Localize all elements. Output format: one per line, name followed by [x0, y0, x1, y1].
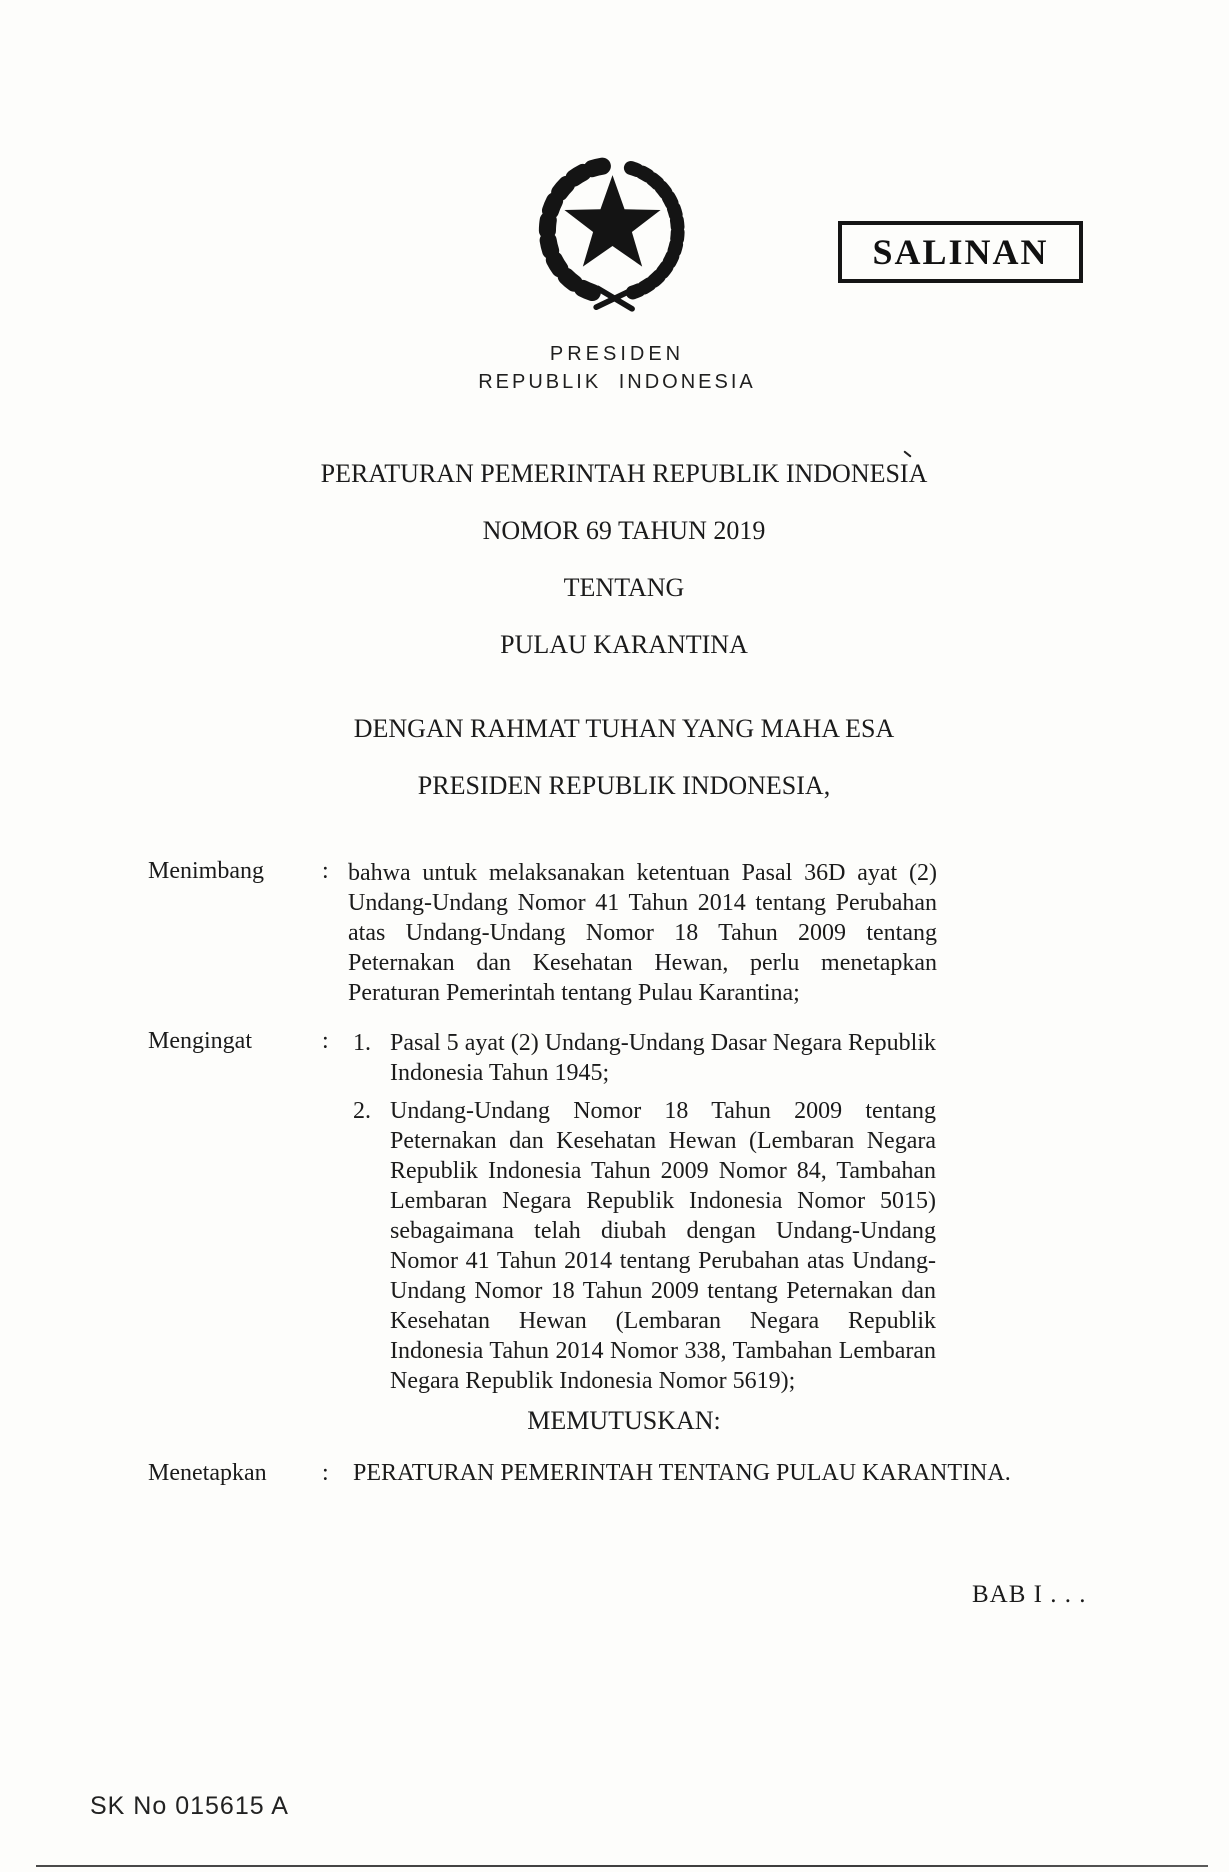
item-text: Pasal 5 ayat (2) Undang-Undang Dasar Negara Republik Indonesia Tahun 1945; — [390, 1030, 936, 1086]
letterhead — [317, 343, 917, 394]
item-text: Undang-Undang Nomor 18 Tahun 2009 tentang Peternakan dan Kesehatan Hewan (Lembaran Negara Republik Indonesia Tahun 2009 Nomor 84, Tambahan Lembaran Negara Republik Indonesia Nomor 5015) sebagaimana telah diubah dengan Undang-Undang Nomor 41 Tahun 2014 tentang Perubahan atas Undang-Undang Nomor 18 Tahun 2009 tentang Peternakan dan Kesehatan Hewan (Lembaran Negara Republik Indonesia Tahun 2014 Nomor 338, Tambahan Lembaran Negara Republik Indonesia Nomor 5619); — [390, 1098, 936, 1394]
enacting-text: PERATURAN PEMERINTAH TENTANG PULAU KARANTINA. — [353, 1460, 1011, 1486]
sk-number: SK No 015615 A — [90, 1792, 289, 1820]
salinan-stamp — [838, 221, 1083, 283]
enacting-label: Menetapkan — [148, 1460, 267, 1486]
regulation-number: NOMOR 69 TAHUN 2019 — [482, 516, 766, 545]
invocation-line: DENGAN RAHMAT TUHAN YANG MAHA ESA — [353, 714, 895, 743]
star-icon — [564, 175, 660, 266]
letterhead-republik: REPUBLIK INDONESIA — [478, 371, 756, 393]
remembering-list — [353, 1028, 936, 1396]
list-item — [353, 1096, 936, 1396]
enacting-colon: : — [322, 1460, 329, 1486]
salinan-label: SALINAN — [872, 232, 1049, 272]
regulation-title: PERATURAN PEMERINTAH REPUBLIK INDONESIA — [320, 459, 928, 488]
stray-accent-mark — [903, 450, 911, 457]
authority-line: PRESIDEN REPUBLIK INDONESIA, — [417, 771, 831, 800]
item-number: 2. — [353, 1098, 371, 1124]
letterhead-presiden: PRESIDEN — [549, 343, 685, 365]
considering-colon: : — [322, 858, 329, 884]
continuation-note: BAB I . . . — [972, 1581, 1087, 1608]
remembering-label: Mengingat — [148, 1028, 252, 1054]
presidential-emblem-icon — [531, 149, 694, 317]
considering-text: bahwa untuk melaksanakan ketentuan Pasal 36D ayat (2) Undang-Undang Nomor 41 Tahun 2014 tentang Perubahan atas Undang-Undang Nomor 18 Tahun 2009 tentang Peternakan dan Kesehatan Hewan, perlu menetapkan Peraturan Pemerintah tentang Pulau Karantina; — [348, 860, 937, 1006]
decision-heading: MEMUTUSKAN: — [527, 1406, 721, 1435]
footer-rule — [36, 1865, 1208, 1867]
list-item — [353, 1028, 936, 1088]
item-number: 1. — [353, 1030, 371, 1056]
regulation-subject: PULAU KARANTINA — [500, 630, 748, 659]
considering-label: Menimbang — [148, 858, 264, 884]
wreath-stems-icon — [596, 288, 633, 308]
tentang-line: TENTANG — [563, 573, 685, 602]
remembering-colon: : — [322, 1028, 329, 1054]
